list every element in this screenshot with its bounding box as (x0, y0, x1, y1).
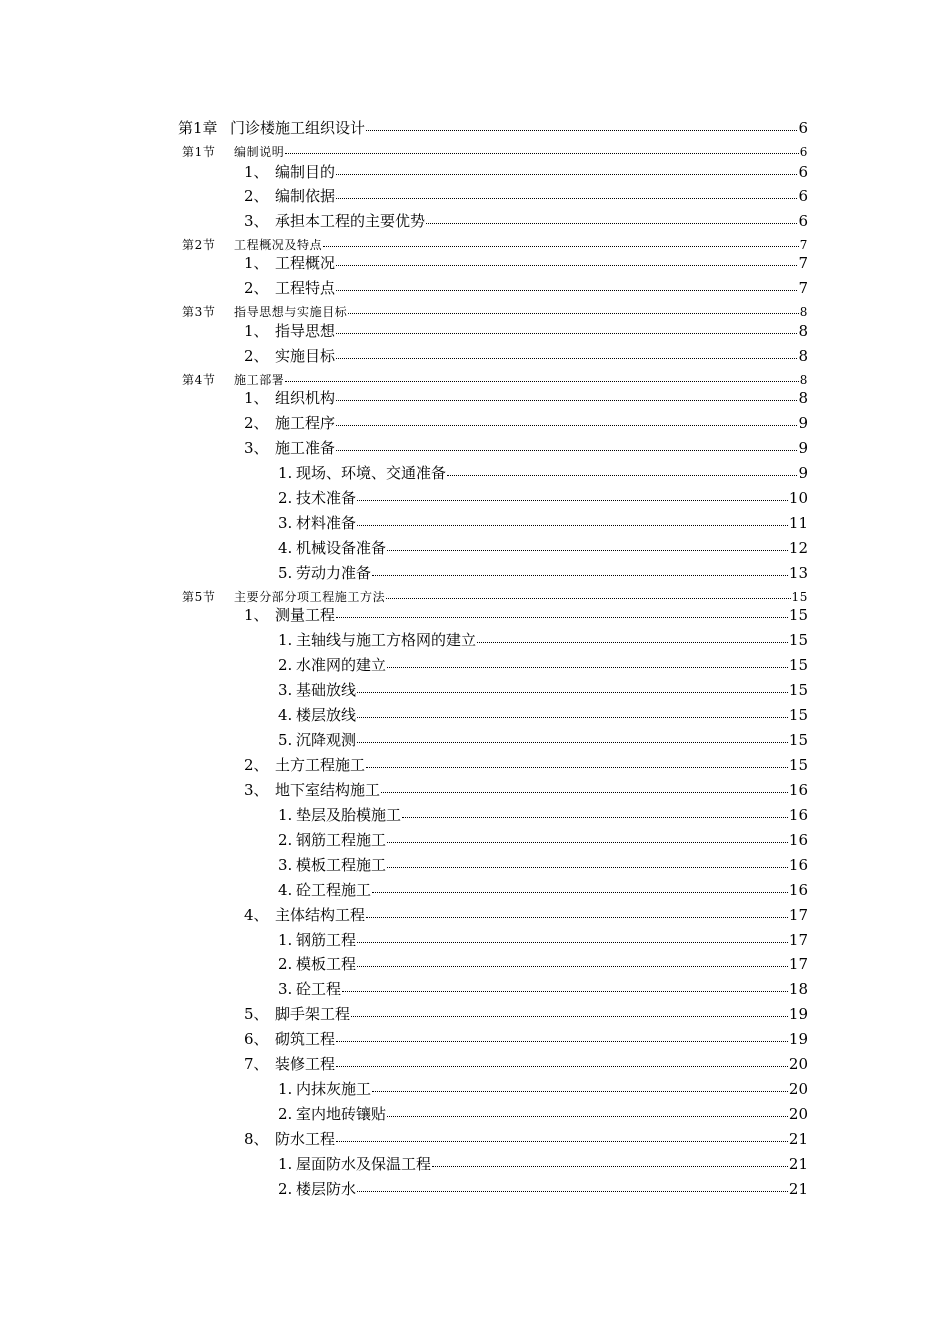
dot-leader (366, 767, 788, 768)
toc-title: 垫层及胎模施工 (296, 806, 402, 824)
toc-title: 承担本工程的主要优势 (275, 212, 426, 230)
toc-title: 编制说明 (234, 145, 285, 159)
dot-leader (336, 450, 797, 451)
dot-leader (447, 475, 797, 476)
toc-entry-item[interactable] (244, 214, 808, 233)
toc-number: 1、 (244, 322, 269, 340)
toc-title: 施工程序 (275, 414, 336, 432)
toc-entry-item[interactable] (244, 416, 808, 435)
dot-leader (357, 525, 788, 526)
toc-entry-sub[interactable] (278, 566, 808, 585)
dot-leader (285, 381, 798, 382)
toc-title: 土方工程施工 (275, 756, 366, 774)
toc-entry-item[interactable] (244, 1007, 808, 1026)
toc-number: 第3节 (182, 305, 216, 319)
toc-title: 内抹灰施工 (296, 1080, 372, 1098)
toc-number: 3、 (244, 212, 269, 230)
toc-title: 地下室结构施工 (275, 781, 381, 799)
toc-title: 屋面防水及保温工程 (296, 1155, 432, 1173)
toc-entry-section[interactable] (182, 239, 808, 255)
dot-leader (357, 942, 788, 943)
toc-page-number: 18 (788, 980, 808, 998)
toc-number: 3. (278, 681, 293, 699)
toc-page-number: 17 (788, 931, 808, 949)
toc-page-number: 6 (799, 145, 808, 159)
toc-page-number: 6 (798, 119, 808, 137)
toc-page-number: 21 (788, 1155, 808, 1173)
dot-leader (336, 358, 797, 359)
toc-title: 施工部署 (234, 373, 285, 387)
toc-page-number: 15 (788, 631, 808, 649)
toc-title: 水准网的建立 (296, 656, 387, 674)
toc-number: 1. (278, 1155, 293, 1173)
toc-entry-section[interactable] (182, 146, 808, 162)
toc-page-number: 9 (798, 414, 808, 432)
toc-number: 2、 (244, 414, 269, 432)
dot-leader (357, 742, 788, 743)
dot-leader (366, 917, 788, 918)
toc-number: 3. (278, 980, 293, 998)
dot-leader (432, 1166, 788, 1167)
dot-leader (357, 1191, 788, 1192)
toc-title: 实施目标 (275, 347, 336, 365)
toc-number: 2、 (244, 347, 269, 365)
toc-page-number: 6 (798, 187, 808, 205)
toc-page-number: 16 (788, 881, 808, 899)
toc-number: 第1节 (182, 145, 216, 159)
toc-number: 1. (278, 631, 293, 649)
dot-leader (387, 1116, 788, 1117)
dot-leader (402, 817, 788, 818)
toc-title: 室内地砖镶贴 (296, 1105, 387, 1123)
toc-number: 8、 (244, 1130, 269, 1148)
toc-title: 主轴线与施工方格网的建立 (296, 631, 477, 649)
dot-leader (426, 223, 797, 224)
toc-entry-item[interactable] (244, 1032, 808, 1051)
toc-page-number: 20 (788, 1055, 808, 1073)
toc-number: 2. (278, 656, 293, 674)
toc-entry-sub[interactable] (278, 982, 808, 1001)
toc-title: 技术准备 (296, 489, 357, 507)
toc-entry-sub[interactable] (278, 858, 808, 877)
dot-leader (477, 642, 788, 643)
toc-entry-item[interactable] (244, 758, 808, 777)
toc-number: 4. (278, 881, 293, 899)
toc-title: 基础放线 (296, 681, 357, 699)
toc-title: 组织机构 (275, 389, 336, 407)
toc-entry-sub[interactable] (278, 658, 808, 677)
toc-page-number: 9 (798, 464, 808, 482)
toc-page-number: 7 (798, 279, 808, 297)
dot-leader (323, 246, 799, 247)
toc-title: 工程概况 (275, 254, 336, 272)
toc-title: 钢筋工程 (296, 931, 357, 949)
dot-leader (285, 153, 798, 154)
dot-leader (336, 1141, 788, 1142)
toc-entry-section[interactable] (182, 591, 808, 607)
dot-leader (336, 617, 788, 618)
toc-number: 4. (278, 706, 293, 724)
toc-number: 4. (278, 539, 293, 557)
toc-page-number: 15 (788, 706, 808, 724)
dot-leader (387, 867, 788, 868)
toc-number: 第2节 (182, 238, 216, 252)
toc-entry-item[interactable] (244, 189, 808, 208)
toc-page-number: 15 (788, 606, 808, 624)
toc-page-number: 19 (788, 1030, 808, 1048)
toc-number: 2. (278, 955, 293, 973)
toc-entry-sub[interactable] (278, 808, 808, 827)
toc-title: 楼层防水 (296, 1180, 357, 1198)
toc-title: 材料准备 (296, 514, 357, 532)
toc-page-number: 20 (788, 1080, 808, 1098)
dot-leader (357, 966, 788, 967)
toc-page-number: 9 (798, 439, 808, 457)
toc-title: 指导思想与实施目标 (234, 305, 348, 319)
toc-entry-item[interactable] (244, 349, 808, 368)
toc-number: 1. (278, 1080, 293, 1098)
toc-entry-sub[interactable] (278, 541, 808, 560)
toc-entry-sub[interactable] (278, 491, 808, 510)
dot-leader (351, 1016, 788, 1017)
toc-entry-sub[interactable] (278, 883, 808, 902)
toc-page-number: 16 (788, 856, 808, 874)
toc-number: 第5节 (182, 590, 216, 604)
toc-number: 1. (278, 806, 293, 824)
dot-leader (357, 717, 788, 718)
toc-number: 2、 (244, 187, 269, 205)
toc-number: 第4节 (182, 373, 216, 387)
toc-number: 1、 (244, 389, 269, 407)
toc-number: 1、 (244, 606, 269, 624)
toc-title: 现场、环境、交通准备 (296, 464, 447, 482)
toc-title: 劳动力准备 (296, 564, 372, 582)
toc-title: 主体结构工程 (275, 906, 366, 924)
toc-entry-sub[interactable] (278, 683, 808, 702)
dot-leader (336, 1041, 788, 1042)
dot-leader (386, 598, 790, 599)
toc-entry-section[interactable] (182, 374, 808, 390)
toc-page-number: 15 (788, 681, 808, 699)
toc-page-number: 19 (788, 1005, 808, 1023)
toc-entry-item[interactable] (244, 608, 808, 627)
toc-number: 2、 (244, 756, 269, 774)
toc-entry-item[interactable] (244, 281, 808, 300)
toc-entry-sub[interactable] (278, 516, 808, 535)
toc-page-number: 21 (788, 1130, 808, 1148)
toc-page-number: 16 (788, 806, 808, 824)
dot-leader (336, 333, 797, 334)
toc-entry-sub[interactable] (278, 1182, 808, 1201)
toc-title: 主要分部分项工程施工方法 (234, 590, 386, 604)
dot-leader (336, 265, 797, 266)
toc-page-number: 10 (788, 489, 808, 507)
toc-entry-item[interactable] (244, 441, 808, 460)
toc-entry-sub[interactable] (278, 833, 808, 852)
dot-leader (357, 500, 788, 501)
toc-entry-sub[interactable] (278, 957, 808, 976)
dot-leader (336, 425, 797, 426)
toc-title: 砼工程施工 (296, 881, 372, 899)
toc-entry-item[interactable] (244, 324, 808, 343)
toc-number: 4、 (244, 906, 269, 924)
toc-page-number: 12 (788, 539, 808, 557)
toc-entry-sub[interactable] (278, 708, 808, 727)
toc-title: 脚手架工程 (275, 1005, 351, 1023)
dot-leader (372, 1091, 788, 1092)
toc-title: 编制依据 (275, 187, 336, 205)
toc-entry-sub[interactable] (278, 633, 808, 652)
toc-number: 2. (278, 489, 293, 507)
toc-page-number: 8 (799, 373, 808, 387)
toc-entry-section[interactable] (182, 306, 808, 322)
toc-title: 楼层放线 (296, 706, 357, 724)
toc-page-number: 8 (799, 305, 808, 319)
dot-leader (336, 290, 797, 291)
toc-page-number: 16 (788, 831, 808, 849)
toc-entry-item[interactable] (244, 908, 808, 927)
toc-page-number: 11 (788, 514, 808, 532)
toc-entry-sub[interactable] (278, 1107, 808, 1126)
toc-number: 2. (278, 831, 293, 849)
dot-leader (336, 198, 797, 199)
toc-title: 测量工程 (275, 606, 336, 624)
toc-number: 1、 (244, 163, 269, 181)
dot-leader (357, 692, 788, 693)
toc-entry-item[interactable] (244, 1057, 808, 1076)
toc-title: 编制目的 (275, 163, 336, 181)
toc-title: 施工准备 (275, 439, 336, 457)
toc-number: 3. (278, 514, 293, 532)
toc-number: 2、 (244, 279, 269, 297)
toc-title: 防水工程 (275, 1130, 336, 1148)
toc-number: 5. (278, 731, 293, 749)
toc-page-number: 17 (788, 906, 808, 924)
toc-number: 6、 (244, 1030, 269, 1048)
toc-title: 装修工程 (275, 1055, 336, 1073)
toc-page-number: 15 (788, 731, 808, 749)
dot-leader (336, 400, 797, 401)
toc-number: 3、 (244, 781, 269, 799)
toc-page-number: 16 (788, 781, 808, 799)
toc-number: 2. (278, 1180, 293, 1198)
toc-title: 砼工程 (296, 980, 342, 998)
toc-number: 第1章 (178, 119, 218, 137)
toc-entry-sub[interactable] (278, 466, 808, 485)
toc-number: 7、 (244, 1055, 269, 1073)
toc-entry-item[interactable] (244, 391, 808, 410)
dot-leader (336, 174, 797, 175)
toc-page-number: 7 (798, 254, 808, 272)
toc-entry-sub[interactable] (278, 1082, 808, 1101)
toc-entry-sub[interactable] (278, 933, 808, 952)
toc-page-number: 8 (798, 322, 808, 340)
dot-leader (336, 1066, 788, 1067)
toc-title: 钢筋工程施工 (296, 831, 387, 849)
toc-title: 模板工程施工 (296, 856, 387, 874)
toc-title: 工程概况及特点 (234, 238, 323, 252)
toc-page-number: 15 (791, 590, 808, 604)
dot-leader (366, 130, 797, 131)
dot-leader (342, 991, 788, 992)
toc-number: 1. (278, 464, 293, 482)
toc-page-number: 6 (798, 163, 808, 181)
toc-number: 2. (278, 1105, 293, 1123)
toc-page-number: 8 (798, 347, 808, 365)
toc-entry-item[interactable] (244, 1132, 808, 1151)
toc-page-number: 17 (788, 955, 808, 973)
dot-leader (387, 667, 788, 668)
toc-number: 5. (278, 564, 293, 582)
toc-number: 1、 (244, 254, 269, 272)
toc-page-number: 21 (788, 1180, 808, 1198)
toc-page-number: 15 (788, 656, 808, 674)
toc-title: 门诊楼施工组织设计 (230, 119, 366, 137)
toc-title: 砌筑工程 (275, 1030, 336, 1048)
toc-number: 5、 (244, 1005, 269, 1023)
toc-entry-item[interactable] (244, 165, 808, 184)
dot-leader (387, 842, 788, 843)
toc-page-number: 15 (788, 756, 808, 774)
toc-entry-sub[interactable] (278, 733, 808, 752)
toc-number: 3、 (244, 439, 269, 457)
toc-page-number: 7 (799, 238, 808, 252)
toc-entry-item[interactable] (244, 783, 808, 802)
toc-title: 指导思想 (275, 322, 336, 340)
toc-title: 机械设备准备 (296, 539, 387, 557)
toc-page-number: 6 (798, 212, 808, 230)
toc-entry-sub[interactable] (278, 1157, 808, 1176)
toc-page-number: 20 (788, 1105, 808, 1123)
toc-entry-item[interactable] (244, 256, 808, 275)
toc-title: 沉降观测 (296, 731, 357, 749)
toc-title: 工程特点 (275, 279, 336, 297)
dot-leader (372, 575, 788, 576)
toc-number: 3. (278, 856, 293, 874)
toc-page-number: 8 (798, 389, 808, 407)
toc-number: 1. (278, 931, 293, 949)
dot-leader (348, 313, 798, 314)
toc-entry-chapter[interactable] (178, 121, 808, 140)
dot-leader (372, 892, 788, 893)
dot-leader (387, 550, 788, 551)
toc-page-number: 13 (788, 564, 808, 582)
toc-title: 模板工程 (296, 955, 357, 973)
dot-leader (381, 792, 788, 793)
